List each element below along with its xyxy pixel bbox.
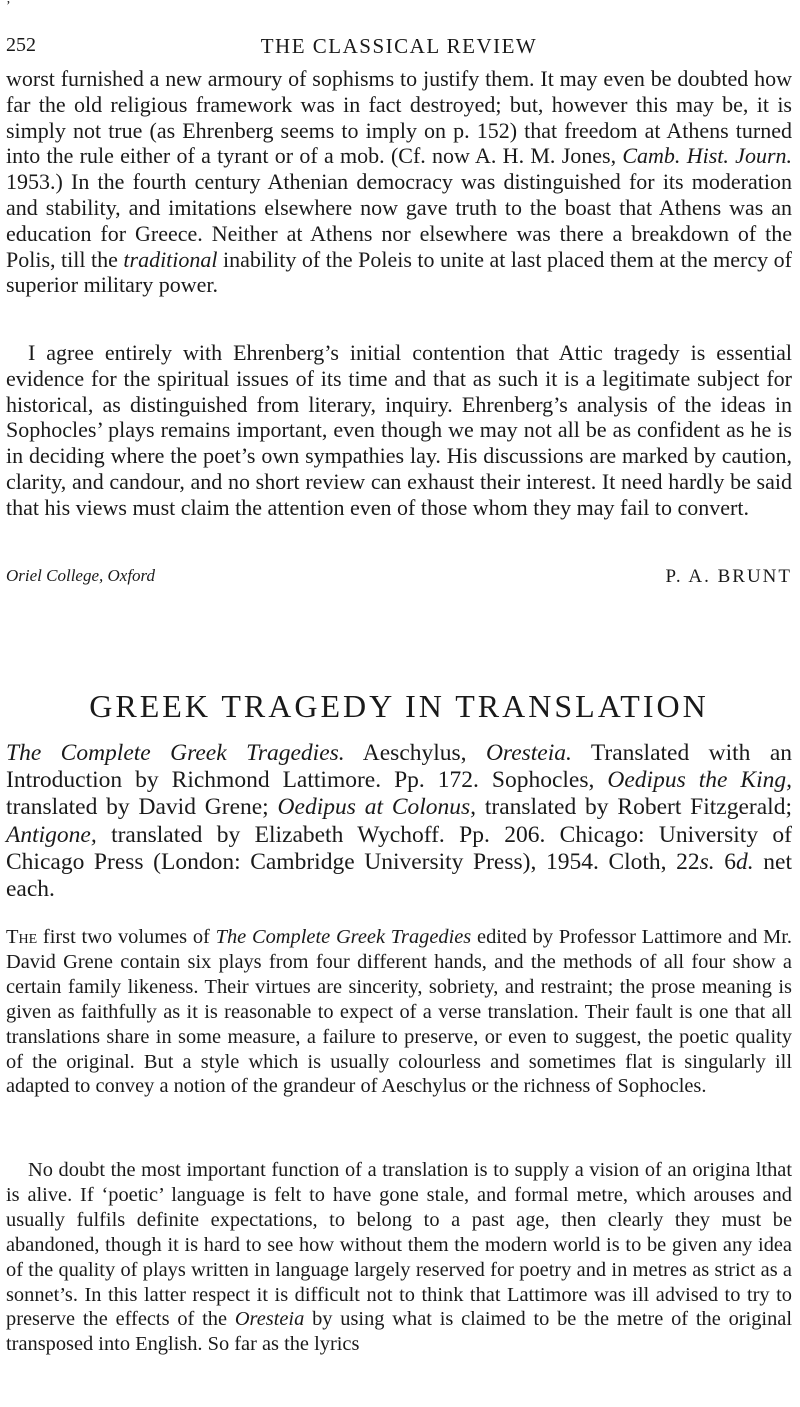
text-run: The Complete Greek Tragedies [215,926,472,948]
text-run: translated by David Grene; [6,794,278,821]
text-run: Oresteia. [485,740,572,766]
book-citation [6,740,792,903]
review1-paragraph-2 [6,340,792,521]
text-run: Antigone, [6,821,97,848]
text-run: No doubt the most important function of a translation is to supply a vision of an origina lthat is alive. If ‘poetic’ language is felt to have gone stale, and formal metre, which arouses and usually fulfils definite expectations, to belong to a past age, then clearly they must be abandoned, though it is hard to see how without them the modern world is to be given any idea of the quality of plays written in language largely reserved for poetry and in metres as strict as a sonnet’s. In this latter respect it is difficult not to think that Lattimore was ill advised to try to preserve the effects of the [6,1159,792,1331]
running-head: THE CLASSICAL REVIEW [260,34,538,58]
text-run: worst furnished a new armoury of sophisms to justify them. It may even be doubted how far the old religious framework was in fact destroyed; but, however this may be, it is simply not true (as Ehrenberg seems to imply on p. 152) that freedom at Athens turned into the rule either of a tyrant or of a mob. (Cf. now A. H. M. Jones, [6,66,792,169]
review1-paragraph-1 [6,66,792,298]
text-run: net each. [6,848,792,903]
reviewer-affiliation: Oriel College, Oxford [6,566,156,585]
review2-paragraph-1 [6,925,792,1099]
text-run: Aeschylus, [344,740,486,766]
text-run: traditional [123,246,218,272]
section-title: GREEK TRAGEDY IN TRANSLATION [89,688,709,724]
text-run: edited by Professor Lattimore and Mr. David Grene contain six plays from four different hands, and the methods of all four show a certain family likeness. Their virtues are sincerity, sobriety, and restraint; the prose meaning is given as faithfully as it is reasonable to expect of a verse translation. Their fault is one that all translations share in some measure, a failure to preserve, or even to suggest, the poetic quality of the original. But a style which is usually colourless and sometimes flat is singularly ill adapted to convey a notion of the grandeur of Aeschylus or the richness of Sophocles. [6,926,792,1098]
text-run: The Complete Greek Tragedies. [6,740,345,766]
text-run: 6 [714,848,737,875]
text-run: Oedipus the King, [607,767,792,794]
text-run: Camb. Hist. Journ. [622,143,793,169]
text-run: by using what is claimed to be the metre of the original transposed into English. So far as the lyrics [6,1308,792,1356]
margin-mark: ’ [6,0,11,14]
reviewer-signature [6,566,792,590]
text-run: 1953.) In the fourth century Athenian democracy was distinguished for its moderation and stability, and imitations elsewhere now gave truth to the boast that Athens was an education for Greece. Neither at Athens nor elsewhere was there a breakdown of the Polis, till the [6,169,792,272]
review2-paragraph-2 [6,1158,792,1357]
text-run: translated by Elizabeth Wychoff. Pp. 206. Chicago: University of Chicago Press (London: Cambridge University Press), 1954. Cloth, 22 [6,821,792,875]
reviewer-name: P. A. BRUNT [665,566,792,587]
text-run: Oedipus at Colonus, [277,794,477,821]
text-run: first two volumes of [37,926,216,948]
text-run: Oresteia [234,1308,305,1331]
text-run: The [6,926,38,948]
text-run: Translated with an Introduction by Richmond Lattimore. Pp. 172. Sophocles, [6,740,792,794]
text-run: s. [699,848,715,875]
text-run: d. [736,848,754,875]
text-run: translated by Robert Fitzgerald; [476,794,792,821]
text-run: I agree entirely with Ehrenberg’s initial contention that Attic tragedy is essential evidence for the spiritual issues of its time and that as such it is a legitimate subject for historical, as distinguished from literary, inquiry. Ehrenberg’s analysis of the ideas in Sophocles’ plays remains important, even though we may not all be as confident as he is in deciding where the poet’s own sympathies lay. His discussions are marked by caution, clarity, and candour, and no short review can exhaust their interest. It need hardly be said that his views must claim the attention even of those whom they may fail to convert. [6,340,792,520]
text-run: inability of the Poleis to unite at last placed them at the mercy of superior military power. [6,246,792,298]
page-number: 252 [6,34,36,56]
page-header [6,34,792,64]
